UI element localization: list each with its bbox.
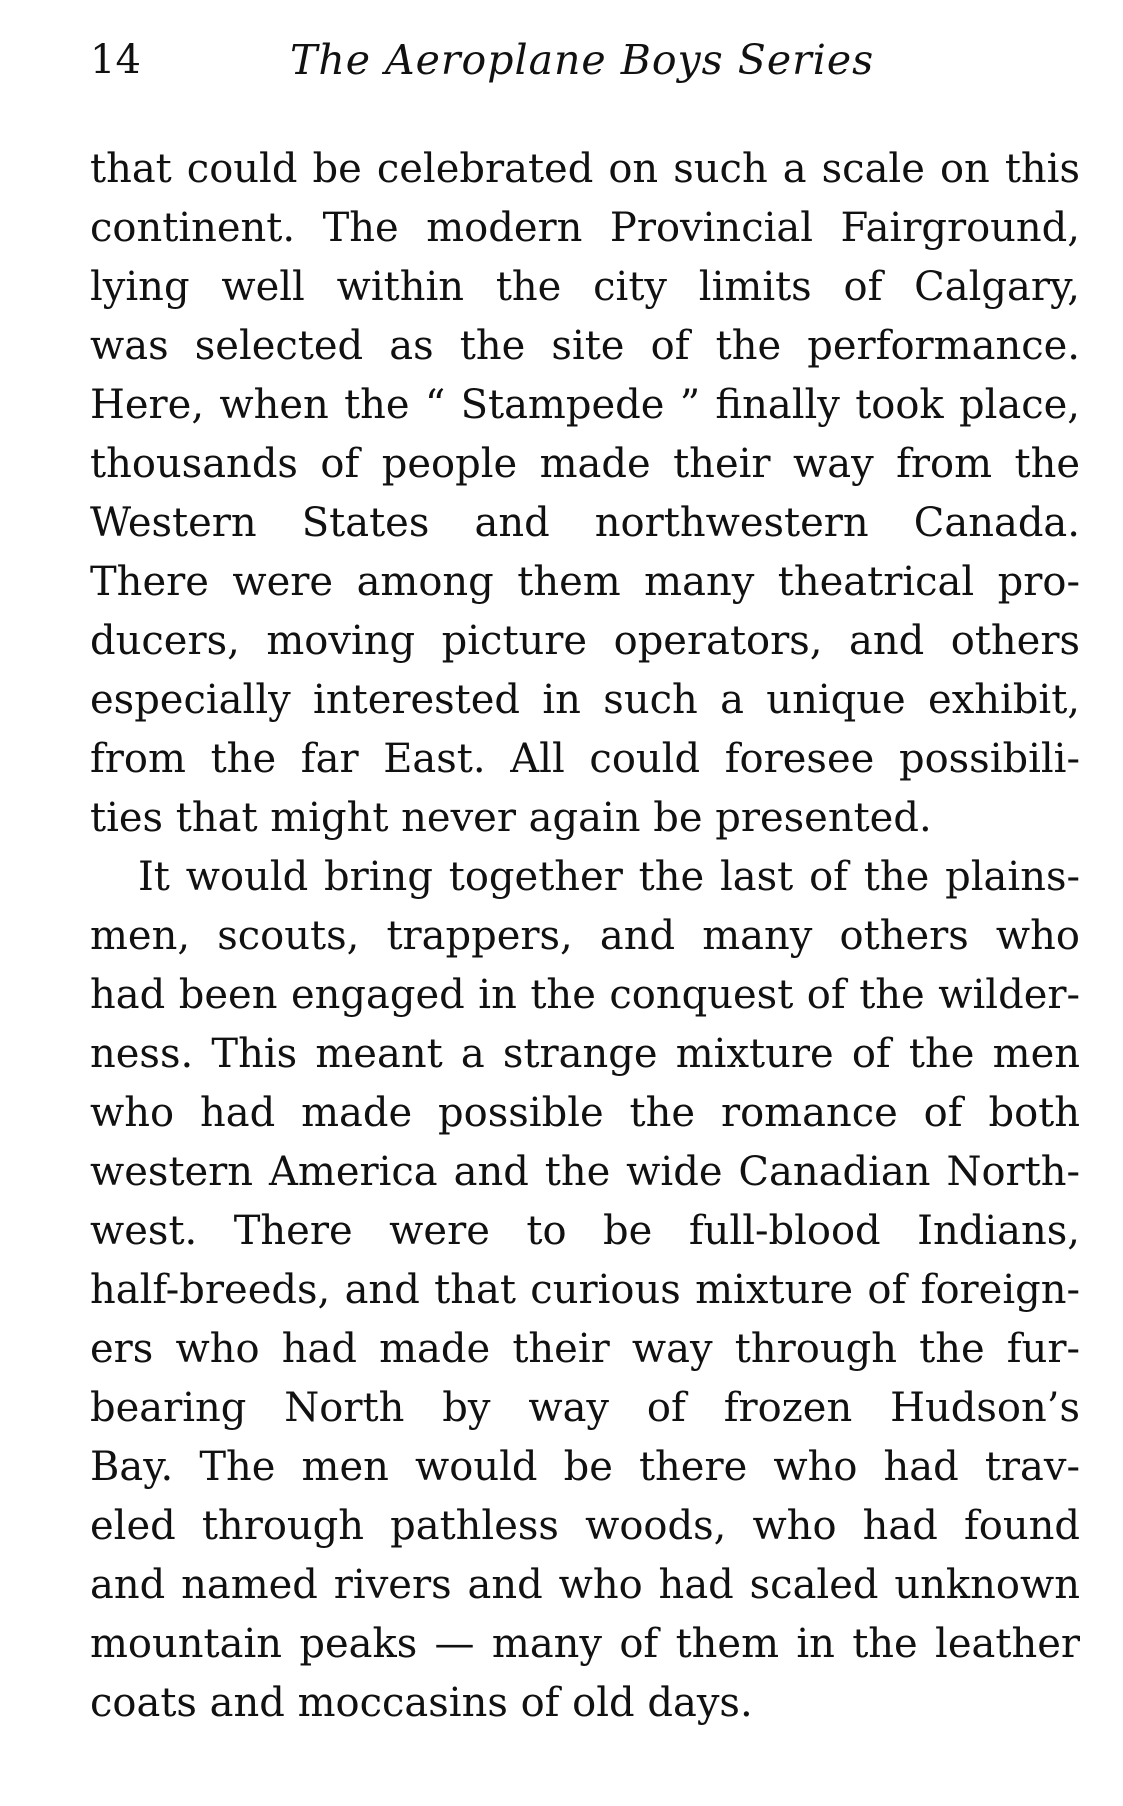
paragraph-2 bbox=[90, 848, 1080, 1733]
text-line: lying well within the city limits of Calgary, bbox=[90, 264, 1080, 310]
text-line: from the far East. All could foresee possibili- bbox=[90, 736, 1080, 782]
series-title: The Aeroplane Boys Series bbox=[290, 36, 875, 84]
text-line: It would bring together the last of the plains- bbox=[138, 854, 1080, 900]
text-line: half-breeds, and that curious mixture of foreign- bbox=[90, 1267, 1080, 1313]
text-line: and named rivers and who had scaled unknown bbox=[90, 1562, 1080, 1608]
text-line: There were among them many theatrical pro- bbox=[90, 559, 1080, 605]
text-line: bearing North by way of frozen Hudson’s bbox=[90, 1385, 1080, 1431]
text-line: Here, when the “ Stampede ” finally took place, bbox=[90, 382, 1080, 428]
text-line: Bay. The men would be there who had trav- bbox=[90, 1444, 1080, 1490]
text-line: that could be celebrated on such a scale on this bbox=[90, 146, 1080, 192]
body-text bbox=[90, 140, 1080, 1733]
text-line: western America and the wide Canadian North- bbox=[90, 1149, 1080, 1195]
text-line: who had made possible the romance of both bbox=[90, 1090, 1080, 1136]
text-line: ducers, moving picture operators, and others bbox=[90, 618, 1080, 664]
text-line: west. There were to be full-blood Indians, bbox=[90, 1208, 1080, 1254]
text-line: especially interested in such a unique exhibit, bbox=[90, 677, 1080, 723]
text-line: thousands of people made their way from the bbox=[90, 441, 1080, 487]
paragraph-1 bbox=[90, 140, 1080, 848]
running-head bbox=[90, 32, 1080, 92]
text-line: had been engaged in the conquest of the wilder- bbox=[90, 972, 1080, 1018]
text-line: coats and moccasins of old days. bbox=[90, 1680, 753, 1726]
text-line: eled through pathless woods, who had found bbox=[90, 1503, 1080, 1549]
text-line: was selected as the site of the performance. bbox=[90, 323, 1080, 369]
text-line: continent. The modern Provincial Fairground, bbox=[90, 205, 1080, 251]
text-line: mountain peaks — many of them in the leather bbox=[90, 1621, 1080, 1667]
text-line: ers who had made their way through the fur- bbox=[90, 1326, 1080, 1372]
page-number: 14 bbox=[90, 37, 141, 83]
text-line: ties that might never again be presented. bbox=[90, 795, 932, 841]
text-line: Western States and northwestern Canada. bbox=[90, 500, 1080, 546]
text-line: ness. This meant a strange mixture of the men bbox=[90, 1031, 1080, 1077]
text-line: men, scouts, trappers, and many others who bbox=[90, 913, 1080, 959]
